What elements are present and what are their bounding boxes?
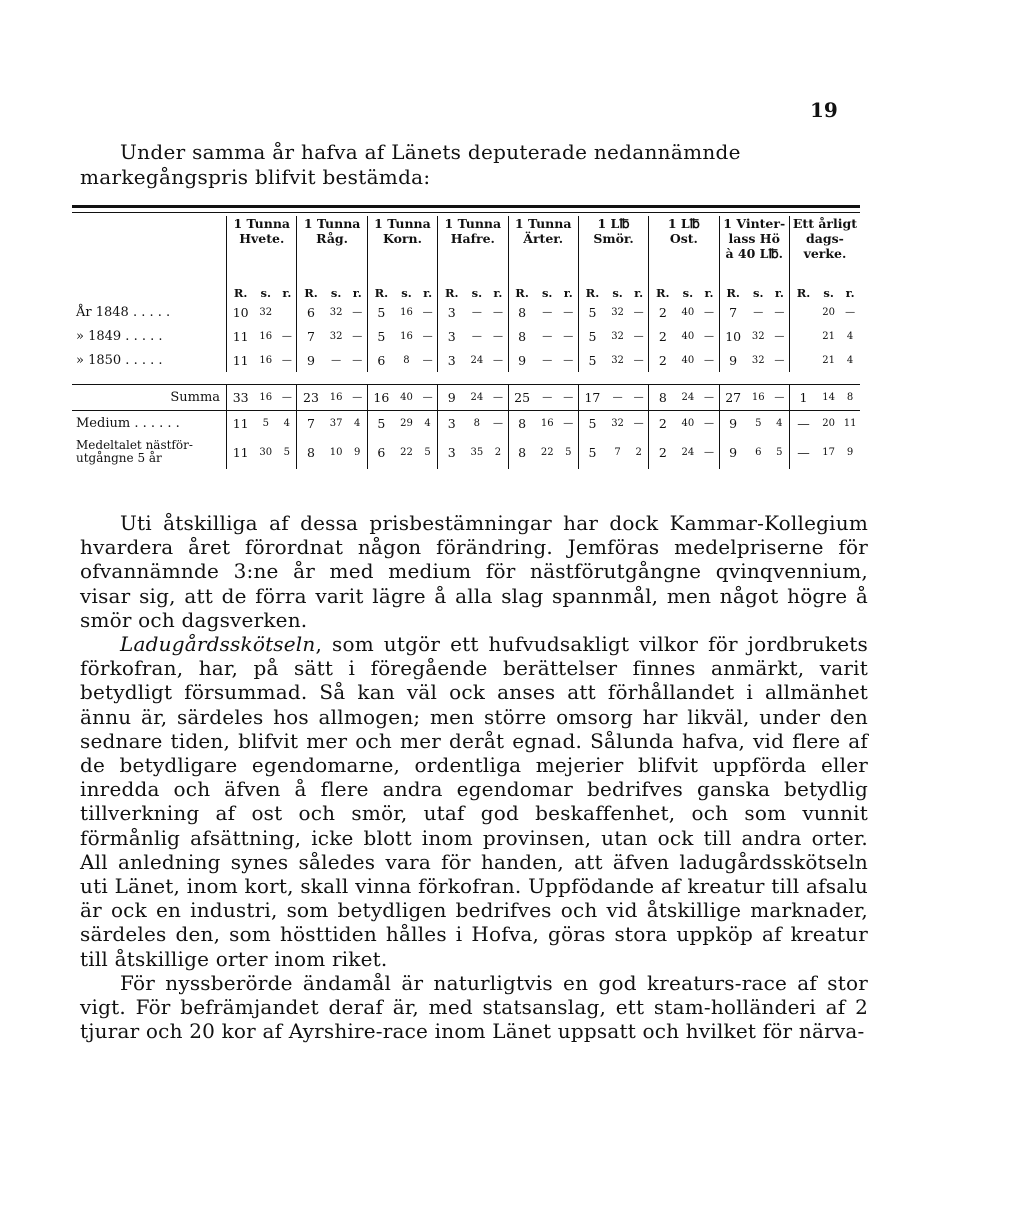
table-cell: 6 bbox=[297, 300, 325, 324]
unit-label: s. bbox=[612, 286, 623, 300]
table-cell: 2 bbox=[649, 411, 677, 436]
table-cell: 2 bbox=[649, 435, 677, 469]
table-cell: 9 bbox=[846, 446, 854, 458]
table-cell: 30 bbox=[259, 446, 273, 458]
paragraph-3: För nyssberörde ändamål är naturligtvis en god kreaturs-race af stor vigt. För befrämjandet deraf är, med statsanslag, ett stam-holländeri af 2 tjurar och 20 kor af Ayrshire-race inom Länet uppsatt och hvilket för närva- bbox=[80, 970, 868, 1044]
table-cell: 32 bbox=[751, 354, 765, 366]
table-cell: — bbox=[542, 354, 553, 366]
table-cell: 3 bbox=[438, 348, 466, 372]
unit-label: s. bbox=[682, 286, 694, 300]
unit-label: R. bbox=[508, 276, 536, 300]
paragraph-2: Ladugårdsskötseln, som utgör ett hufvudsakligt vilkor för jordbrukets förkofran, har, på sätt i föregående berättelser finnes anmärkt, varit betydligt försummad. Så kan väl ock anses att förhållandet i allmänhet ännu är, särdeles hos allmogen; men större omsorg har likväl, under den sednare tiden, blifvit mer och mer deråt egnad. Sålunda hafva, vid flere af de betydligare egendomarne, ordentliga mejerier blifvit uppförda eller inredda och äfven å flere andra egendomar bedrifves ganska betydlig tillverkning af ost och smör, utaf god beskaffenhet, och som vunnit förmånlig afsättning, icke blott inom provinsen, utan ock till andra orter. All anledning synes således vara för handen, att äfven ladugårdsskötseln uti Länet, inom kort, skall vinna förkofran. Uppfödande af kreatur till afsalu är ock en industri, som betydligen bedrifves och vid åtskillige marknader, särdeles den, som hösttiden hålles i Hofva, göras stora uppköp af kreatur till åtskillige orter inom riket. bbox=[80, 632, 868, 971]
table-cell: 9 bbox=[719, 411, 747, 436]
table-cell: 23 bbox=[297, 385, 325, 411]
table-cell bbox=[789, 324, 817, 348]
header-row bbox=[72, 216, 860, 276]
table-cell: 8 bbox=[403, 354, 410, 366]
unit-label: s. bbox=[330, 286, 342, 300]
table-cell: — bbox=[471, 330, 482, 342]
unit-label: s. bbox=[471, 286, 483, 300]
table-cell: 5 bbox=[578, 324, 606, 348]
table-cell: 4 bbox=[283, 417, 291, 429]
unit-label: r. bbox=[352, 286, 362, 300]
table-cell: — bbox=[845, 306, 856, 318]
table-cell: 16 bbox=[367, 385, 395, 411]
column-header: 1 Tunna Ärter. bbox=[508, 216, 578, 276]
table-cell: 2 bbox=[649, 324, 677, 348]
table-cell: 6 bbox=[367, 435, 395, 469]
row-label: » 1849 . . . . . bbox=[76, 328, 163, 344]
unit-label: R. bbox=[578, 276, 606, 300]
table-cell: 8 bbox=[508, 411, 536, 436]
table-cell: 5 bbox=[424, 446, 431, 458]
table-cell: 7 bbox=[719, 300, 747, 324]
table-cell: — bbox=[352, 330, 363, 342]
table-cell: — bbox=[277, 385, 297, 411]
table-cell: 5 bbox=[578, 300, 606, 324]
table-cell: 14 bbox=[817, 385, 840, 411]
unit-label: s. bbox=[541, 286, 553, 300]
table-cell: — bbox=[704, 354, 714, 366]
table-cell: 11 bbox=[227, 324, 255, 348]
table-cell bbox=[277, 300, 297, 324]
unit-label: r. bbox=[634, 286, 644, 300]
table-cell: 8 bbox=[473, 417, 481, 429]
table-cell: 9 bbox=[719, 348, 747, 372]
unit-label: r. bbox=[845, 286, 855, 300]
table-cell: — bbox=[629, 385, 649, 411]
table-cell: — bbox=[789, 435, 817, 469]
table-row bbox=[72, 385, 860, 411]
table-cell: 8 bbox=[508, 435, 536, 469]
column-header: Ett årligt dags- verke. bbox=[789, 216, 860, 276]
table-cell: — bbox=[281, 354, 292, 366]
table-cell: — bbox=[471, 306, 482, 318]
table-cell: 5 bbox=[565, 446, 572, 458]
row-label: Summa bbox=[72, 385, 227, 411]
unit-row bbox=[72, 276, 860, 300]
table-cell: — bbox=[492, 417, 503, 429]
table-cell: 4 bbox=[424, 417, 431, 429]
table-cell: 16 bbox=[259, 354, 273, 366]
unit-label: r. bbox=[282, 286, 292, 300]
table-cell: 4 bbox=[846, 330, 854, 342]
table-cell: 5 bbox=[776, 446, 783, 458]
table-cell: — bbox=[774, 306, 785, 318]
table-cell bbox=[789, 348, 817, 372]
table-cell: 3 bbox=[438, 411, 466, 436]
table-cell: — bbox=[536, 385, 559, 411]
table-cell: 10 bbox=[227, 300, 255, 324]
table-cell: — bbox=[770, 385, 790, 411]
table-cell: — bbox=[633, 330, 644, 342]
table-cell: 5 bbox=[578, 435, 606, 469]
table-cell: 22 bbox=[400, 446, 413, 458]
table-cell: 6 bbox=[367, 348, 395, 372]
table-cell: 25 bbox=[508, 385, 536, 411]
table-cell: — bbox=[633, 354, 644, 366]
table-cell: 32 bbox=[259, 306, 273, 318]
row-label: Medeltalet nästför- utgångne 5 år bbox=[76, 438, 193, 465]
table-cell: 20 bbox=[822, 306, 835, 318]
table-row bbox=[72, 348, 860, 372]
table-row bbox=[72, 324, 860, 348]
unit-label: R. bbox=[438, 276, 466, 300]
table-cell: 5 bbox=[578, 411, 606, 436]
table-cell: 9 bbox=[438, 385, 466, 411]
table-cell: 16 bbox=[400, 330, 413, 342]
unit-label: s. bbox=[401, 286, 412, 300]
table-cell: 40 bbox=[681, 330, 695, 342]
column-header: 1 Vinter- lass Hö à 40 L℔. bbox=[719, 216, 789, 276]
table-cell: 32 bbox=[611, 330, 624, 342]
table-cell: — bbox=[563, 354, 574, 366]
table-cell: 40 bbox=[681, 354, 695, 366]
table-cell: 27 bbox=[719, 385, 747, 411]
table-cell: 1 bbox=[789, 385, 817, 411]
unit-label: r. bbox=[493, 286, 503, 300]
table-cell: 5 bbox=[262, 417, 269, 429]
table-cell: — bbox=[352, 306, 363, 318]
table-cell: 37 bbox=[329, 417, 343, 429]
table-cell: 16 bbox=[325, 385, 348, 411]
table-cell: 35 bbox=[470, 446, 484, 458]
paragraph-1: Uti åtskilliga af dessa prisbestämningar har dock Kammar-Kollegium hvardera året förordnat någon förändring. Jemföras medelpriserne för ofvannämnde 3:ne år med medium för nästförutgångne qvinqvennium, visar sig, att de förra varit lägre å alla slag spannmål, men något högre å smör och dagsverken. bbox=[80, 511, 868, 632]
row-label: År 1848 . . . . . bbox=[76, 304, 171, 320]
unit-label: R. bbox=[719, 276, 747, 300]
table-cell: 22 bbox=[540, 446, 554, 458]
table-cell: 9 bbox=[508, 348, 536, 372]
table-cell: — bbox=[422, 330, 433, 342]
table-cell: 3 bbox=[438, 435, 466, 469]
table-cell: 2 bbox=[635, 446, 642, 458]
table-cell: 6 bbox=[755, 446, 762, 458]
table-cell: — bbox=[418, 385, 438, 411]
table-cell: 2 bbox=[649, 300, 677, 324]
header-corner bbox=[72, 216, 227, 276]
table-cell: 5 bbox=[283, 446, 291, 458]
table-cell: 11 bbox=[843, 417, 857, 429]
unit-label: R. bbox=[227, 276, 255, 300]
table-cell: 8 bbox=[649, 385, 677, 411]
table-cell: 5 bbox=[578, 348, 606, 372]
table-cell: 4 bbox=[354, 417, 361, 429]
unit-label: R. bbox=[789, 276, 817, 300]
unit-label: s. bbox=[753, 286, 764, 300]
table-cell: 17 bbox=[822, 446, 835, 458]
table-cell: — bbox=[563, 306, 574, 318]
table-cell bbox=[789, 300, 817, 324]
intro-paragraph: Under samma år hafva af Länets deputerade nedannämnde markegångspris blifvit bestämda: bbox=[80, 140, 741, 189]
table-cell: 8 bbox=[297, 435, 325, 469]
table-cell: 8 bbox=[508, 300, 536, 324]
italic-term: Ladugårdsskötseln bbox=[120, 632, 316, 657]
table-cell: — bbox=[563, 330, 574, 342]
spacer-row bbox=[72, 372, 860, 385]
table-cell: — bbox=[704, 330, 714, 342]
table-cell: 16 bbox=[747, 385, 770, 411]
table-cell: — bbox=[492, 354, 503, 366]
table-cell: 40 bbox=[681, 306, 695, 318]
table-cell: 32 bbox=[329, 306, 343, 318]
price-table-body bbox=[72, 300, 860, 469]
table-row bbox=[72, 435, 860, 469]
table-cell: — bbox=[542, 306, 553, 318]
table-cell: 3 bbox=[438, 324, 466, 348]
table-cell: — bbox=[789, 411, 817, 436]
column-header: 1 L℔ Smör. bbox=[578, 216, 648, 276]
table-cell: 16 bbox=[400, 306, 413, 318]
table-cell: — bbox=[633, 417, 644, 429]
unit-corner bbox=[72, 276, 227, 300]
table-cell: 5 bbox=[367, 411, 395, 436]
table-cell: 32 bbox=[329, 330, 343, 342]
table-cell: — bbox=[774, 330, 785, 342]
table-cell: 29 bbox=[400, 417, 413, 429]
table-cell: 3 bbox=[438, 300, 466, 324]
table-cell: 7 bbox=[614, 446, 621, 458]
table-row bbox=[72, 411, 860, 436]
table-cell: 9 bbox=[719, 435, 747, 469]
table-cell: 16 bbox=[540, 417, 554, 429]
table-cell: — bbox=[753, 306, 764, 318]
table-cell: — bbox=[704, 417, 714, 429]
table-cell: 24 bbox=[465, 385, 488, 411]
table-cell: 24 bbox=[676, 385, 699, 411]
column-header: 1 Tunna Hafre. bbox=[438, 216, 508, 276]
unit-label: r. bbox=[704, 286, 714, 300]
table-cell: 8 bbox=[508, 324, 536, 348]
table-cell: — bbox=[331, 354, 342, 366]
table-top-rule bbox=[72, 205, 860, 208]
table-cell: — bbox=[352, 354, 363, 366]
table-cell: 21 bbox=[822, 354, 835, 366]
page-number: 19 bbox=[810, 98, 838, 122]
body-text bbox=[80, 511, 868, 1043]
unit-label: r. bbox=[423, 286, 433, 300]
price-table-head bbox=[72, 216, 860, 300]
table-cell: 17 bbox=[578, 385, 606, 411]
table-cell: 4 bbox=[846, 354, 854, 366]
table-cell: — bbox=[492, 330, 503, 342]
table-cell: 2 bbox=[494, 446, 502, 458]
spacer-cell bbox=[72, 372, 860, 385]
table-cell: — bbox=[699, 385, 719, 411]
unit-label: R. bbox=[297, 276, 325, 300]
column-header: 1 Tunna Råg. bbox=[297, 216, 367, 276]
table-cell: 8 bbox=[840, 385, 860, 411]
table-cell: 32 bbox=[611, 306, 624, 318]
table-cell: 33 bbox=[227, 385, 255, 411]
table-cell: 40 bbox=[681, 417, 695, 429]
table-cell: — bbox=[704, 306, 714, 318]
unit-label: R. bbox=[649, 276, 677, 300]
table-cell: 20 bbox=[822, 417, 835, 429]
column-header: 1 L℔ Ost. bbox=[649, 216, 719, 276]
table-cell: 11 bbox=[227, 348, 255, 372]
table-cell: — bbox=[422, 306, 433, 318]
table-cell: 16 bbox=[259, 330, 273, 342]
table-cell: 5 bbox=[367, 324, 395, 348]
column-header: 1 Tunna Hvete. bbox=[227, 216, 297, 276]
table-cell: 10 bbox=[719, 324, 747, 348]
table-cell: — bbox=[492, 306, 503, 318]
table-cell: 24 bbox=[681, 446, 695, 458]
table-cell: — bbox=[488, 385, 508, 411]
table-cell: 9 bbox=[354, 446, 361, 458]
table-cell: — bbox=[281, 330, 292, 342]
table-cell: — bbox=[606, 385, 629, 411]
table-cell: — bbox=[704, 446, 714, 458]
table-cell: 5 bbox=[755, 417, 762, 429]
table-cell: 9 bbox=[297, 348, 325, 372]
table-cell: 21 bbox=[822, 330, 835, 342]
table-cell: 11 bbox=[227, 411, 255, 436]
table-cell: — bbox=[348, 385, 368, 411]
table-cell: — bbox=[774, 354, 785, 366]
table-cell: 7 bbox=[297, 411, 325, 436]
table-top-rule-thin bbox=[72, 212, 860, 213]
unit-label: s. bbox=[823, 286, 834, 300]
row-label: » 1850 . . . . . bbox=[76, 352, 163, 368]
table-cell: — bbox=[542, 330, 553, 342]
unit-label: r. bbox=[774, 286, 784, 300]
table-cell: — bbox=[563, 417, 574, 429]
unit-label: R. bbox=[367, 276, 395, 300]
table-cell: 10 bbox=[329, 446, 343, 458]
table-cell: 11 bbox=[227, 435, 255, 469]
unit-label: r. bbox=[563, 286, 573, 300]
table-cell: 32 bbox=[751, 330, 765, 342]
table-row bbox=[72, 300, 860, 324]
column-header: 1 Tunna Korn. bbox=[367, 216, 437, 276]
table-cell: 4 bbox=[776, 417, 783, 429]
table-cell: — bbox=[633, 306, 644, 318]
table-cell: 5 bbox=[367, 300, 395, 324]
table-cell: 16 bbox=[254, 385, 277, 411]
table-cell: — bbox=[559, 385, 579, 411]
row-label: Medium . . . . . . bbox=[76, 415, 180, 431]
table-cell: — bbox=[422, 354, 433, 366]
table-cell: 40 bbox=[395, 385, 418, 411]
table-cell: 24 bbox=[470, 354, 484, 366]
table-cell: 32 bbox=[611, 354, 624, 366]
table-cell: 2 bbox=[649, 348, 677, 372]
unit-label: s. bbox=[260, 286, 271, 300]
table-cell: 32 bbox=[611, 417, 624, 429]
price-table bbox=[72, 216, 860, 469]
table-cell: 7 bbox=[297, 324, 325, 348]
